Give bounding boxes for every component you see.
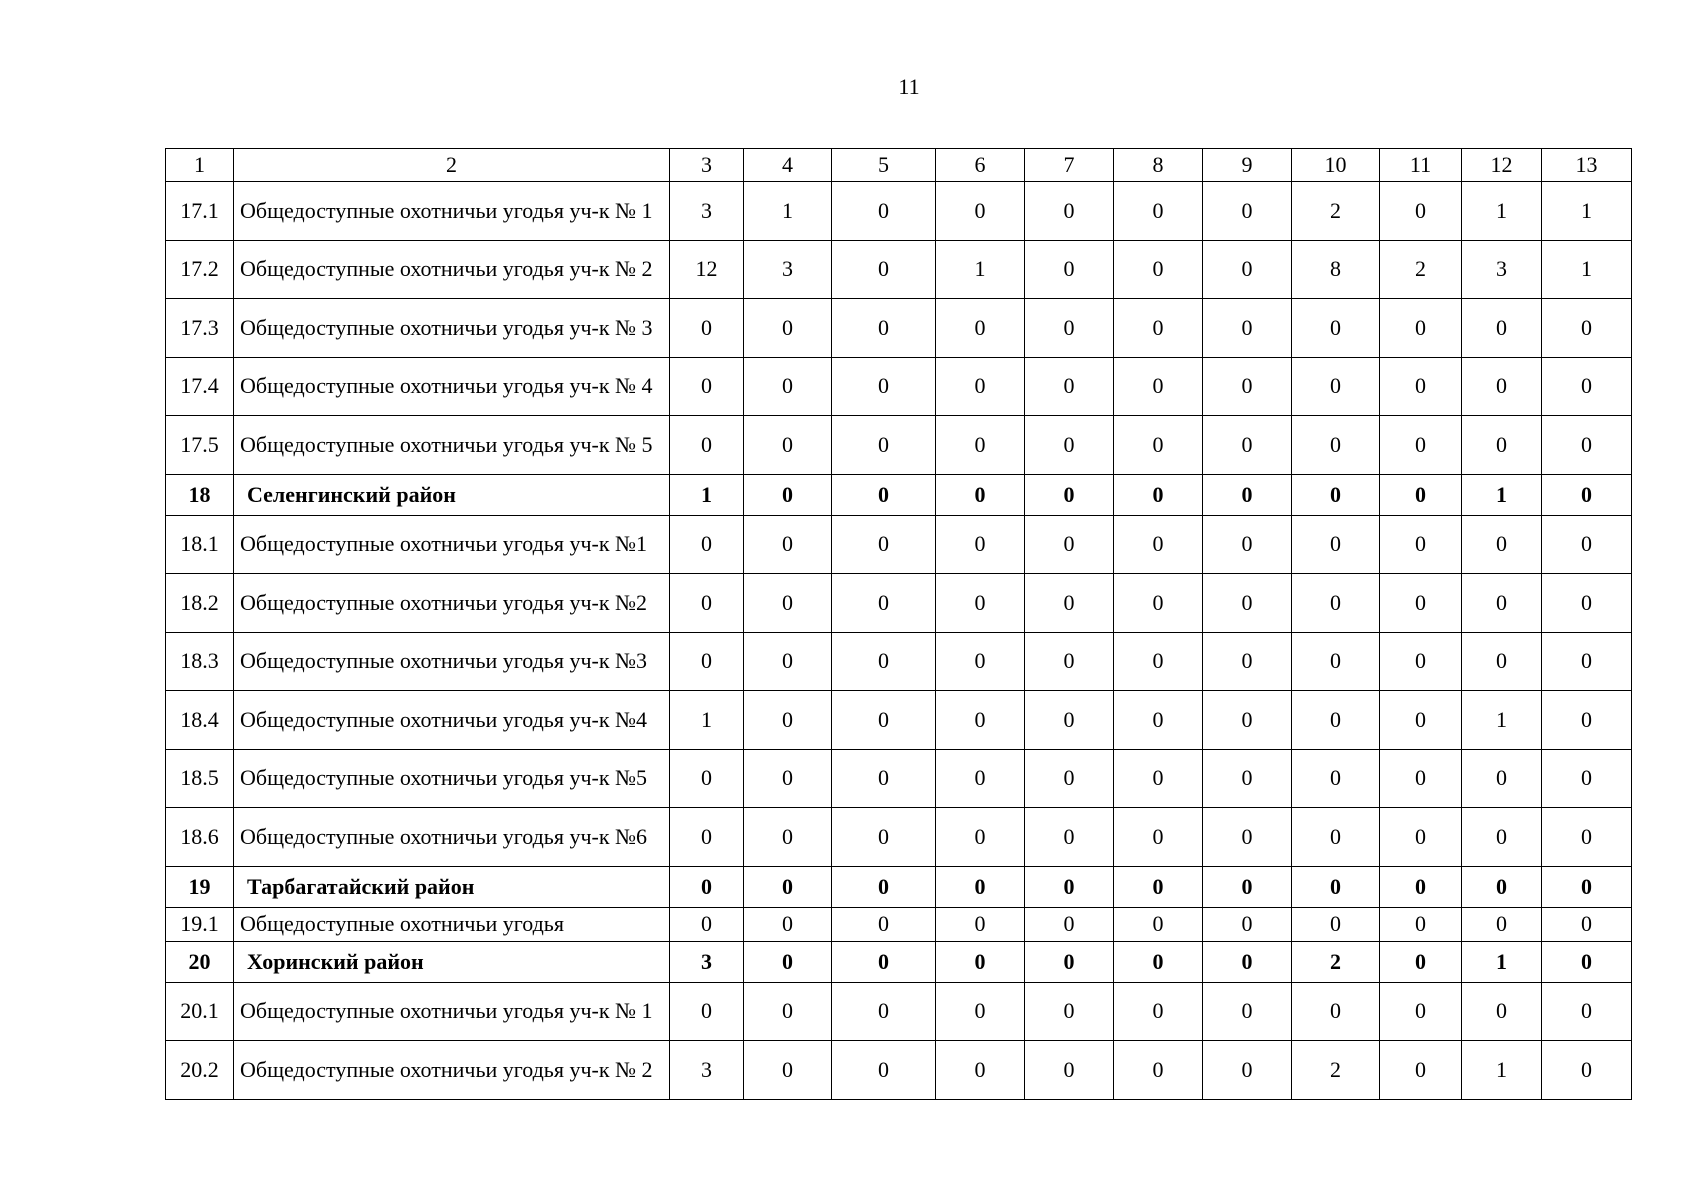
row-name-cell: Общедоступные охотничьи угодья уч-к №1 xyxy=(234,515,670,574)
value-cell-col-8: 0 xyxy=(1114,474,1203,515)
value-cell-col-8: 0 xyxy=(1114,574,1203,633)
row-number-cell: 20.2 xyxy=(166,1041,234,1100)
header-cell: 5 xyxy=(832,149,936,182)
value-cell-col-7: 0 xyxy=(1025,474,1114,515)
value-cell-col-3: 0 xyxy=(670,416,744,475)
header-row xyxy=(166,149,1632,182)
value-cell-col-12: 0 xyxy=(1462,299,1542,358)
value-cell-col-5: 0 xyxy=(832,749,936,808)
value-cell-col-8: 0 xyxy=(1114,808,1203,867)
value-cell-col-7: 0 xyxy=(1025,182,1114,241)
row-number-cell: 17.4 xyxy=(166,357,234,416)
value-cell-col-4: 0 xyxy=(744,574,832,633)
value-cell-col-13: 1 xyxy=(1542,182,1632,241)
value-cell-col-12: 0 xyxy=(1462,866,1542,907)
value-cell-col-6: 0 xyxy=(936,474,1025,515)
value-cell-col-11: 0 xyxy=(1380,1041,1462,1100)
value-cell-col-9: 0 xyxy=(1203,749,1292,808)
value-cell-col-7: 0 xyxy=(1025,574,1114,633)
value-cell-col-3: 0 xyxy=(670,632,744,691)
value-cell-col-12: 1 xyxy=(1462,1041,1542,1100)
value-cell-col-3: 0 xyxy=(670,357,744,416)
header-cell: 1 xyxy=(166,149,234,182)
value-cell-col-7: 0 xyxy=(1025,749,1114,808)
value-cell-col-9: 0 xyxy=(1203,299,1292,358)
value-cell-col-5: 0 xyxy=(832,515,936,574)
value-cell-col-5: 0 xyxy=(832,866,936,907)
row-number-cell: 17.5 xyxy=(166,416,234,475)
value-cell-col-5: 0 xyxy=(832,982,936,1041)
value-cell-col-8: 0 xyxy=(1114,749,1203,808)
value-cell-col-3: 0 xyxy=(670,808,744,867)
value-cell-col-10: 0 xyxy=(1292,907,1380,941)
value-cell-col-13: 0 xyxy=(1542,632,1632,691)
header-cell: 8 xyxy=(1114,149,1203,182)
value-cell-col-12: 0 xyxy=(1462,749,1542,808)
value-cell-col-8: 0 xyxy=(1114,632,1203,691)
value-cell-col-9: 0 xyxy=(1203,907,1292,941)
value-cell-col-13: 0 xyxy=(1542,574,1632,633)
value-cell-col-13: 0 xyxy=(1542,982,1632,1041)
row-number-cell: 19 xyxy=(166,866,234,907)
value-cell-col-11: 0 xyxy=(1380,691,1462,750)
value-cell-col-3: 0 xyxy=(670,515,744,574)
value-cell-col-6: 0 xyxy=(936,749,1025,808)
value-cell-col-4: 0 xyxy=(744,632,832,691)
value-cell-col-13: 0 xyxy=(1542,474,1632,515)
value-cell-col-4: 0 xyxy=(744,299,832,358)
value-cell-col-3: 3 xyxy=(670,182,744,241)
value-cell-col-11: 0 xyxy=(1380,982,1462,1041)
value-cell-col-5: 0 xyxy=(832,474,936,515)
row-name-cell: Общедоступные охотничьи угодья уч-к № 1 xyxy=(234,982,670,1041)
table-row xyxy=(166,808,1632,867)
row-number-cell: 18.3 xyxy=(166,632,234,691)
value-cell-col-8: 0 xyxy=(1114,357,1203,416)
page-number: 11 xyxy=(898,74,920,99)
value-cell-col-11: 0 xyxy=(1380,299,1462,358)
value-cell-col-4: 0 xyxy=(744,474,832,515)
value-cell-col-5: 0 xyxy=(832,240,936,299)
value-cell-col-8: 0 xyxy=(1114,515,1203,574)
row-name-cell: Общедоступные охотничьи угодья xyxy=(234,907,670,941)
value-cell-col-6: 0 xyxy=(936,416,1025,475)
value-cell-col-9: 0 xyxy=(1203,574,1292,633)
row-name-cell: Общедоступные охотничьи угодья уч-к № 1 xyxy=(234,182,670,241)
value-cell-col-10: 0 xyxy=(1292,691,1380,750)
row-name-cell: Общедоступные охотничьи угодья уч-к № 4 xyxy=(234,357,670,416)
row-number-cell: 17.1 xyxy=(166,182,234,241)
row-name-cell: Селенгинский район xyxy=(234,474,670,515)
value-cell-col-12: 0 xyxy=(1462,632,1542,691)
value-cell-col-6: 0 xyxy=(936,182,1025,241)
value-cell-col-7: 0 xyxy=(1025,357,1114,416)
table-row xyxy=(166,632,1632,691)
value-cell-col-8: 0 xyxy=(1114,866,1203,907)
row-name-cell: Тарбагатайский район xyxy=(234,866,670,907)
value-cell-col-10: 2 xyxy=(1292,1041,1380,1100)
value-cell-col-13: 0 xyxy=(1542,907,1632,941)
value-cell-col-6: 0 xyxy=(936,907,1025,941)
value-cell-col-11: 0 xyxy=(1380,182,1462,241)
value-cell-col-12: 0 xyxy=(1462,357,1542,416)
value-cell-col-8: 0 xyxy=(1114,941,1203,982)
table-row xyxy=(166,982,1632,1041)
row-number-cell: 18.5 xyxy=(166,749,234,808)
value-cell-col-11: 0 xyxy=(1380,357,1462,416)
value-cell-col-9: 0 xyxy=(1203,1041,1292,1100)
value-cell-col-5: 0 xyxy=(832,574,936,633)
value-cell-col-9: 0 xyxy=(1203,808,1292,867)
value-cell-col-9: 0 xyxy=(1203,515,1292,574)
row-number-cell: 20 xyxy=(166,941,234,982)
value-cell-col-3: 1 xyxy=(670,691,744,750)
row-name-cell: Общедоступные охотничьи угодья уч-к №2 xyxy=(234,574,670,633)
value-cell-col-8: 0 xyxy=(1114,299,1203,358)
value-cell-col-6: 0 xyxy=(936,574,1025,633)
hunting-grounds-table xyxy=(165,148,1632,1100)
value-cell-col-3: 3 xyxy=(670,1041,744,1100)
value-cell-col-5: 0 xyxy=(832,907,936,941)
header-cell: 7 xyxy=(1025,149,1114,182)
value-cell-col-10: 0 xyxy=(1292,416,1380,475)
value-cell-col-12: 1 xyxy=(1462,182,1542,241)
value-cell-col-9: 0 xyxy=(1203,982,1292,1041)
value-cell-col-8: 0 xyxy=(1114,691,1203,750)
value-cell-col-10: 2 xyxy=(1292,182,1380,241)
table-row xyxy=(166,182,1632,241)
value-cell-col-9: 0 xyxy=(1203,941,1292,982)
value-cell-col-10: 2 xyxy=(1292,941,1380,982)
district-row xyxy=(166,866,1632,907)
table-row xyxy=(166,515,1632,574)
value-cell-col-6: 0 xyxy=(936,808,1025,867)
value-cell-col-10: 0 xyxy=(1292,982,1380,1041)
value-cell-col-6: 0 xyxy=(936,1041,1025,1100)
value-cell-col-11: 0 xyxy=(1380,808,1462,867)
value-cell-col-3: 12 xyxy=(670,240,744,299)
value-cell-col-10: 0 xyxy=(1292,515,1380,574)
value-cell-col-5: 0 xyxy=(832,182,936,241)
value-cell-col-10: 0 xyxy=(1292,574,1380,633)
value-cell-col-5: 0 xyxy=(832,808,936,867)
value-cell-col-11: 0 xyxy=(1380,416,1462,475)
value-cell-col-6: 0 xyxy=(936,866,1025,907)
row-name-cell: Общедоступные охотничьи угодья уч-к №5 xyxy=(234,749,670,808)
value-cell-col-4: 1 xyxy=(744,182,832,241)
value-cell-col-3: 0 xyxy=(670,982,744,1041)
value-cell-col-9: 0 xyxy=(1203,182,1292,241)
value-cell-col-11: 0 xyxy=(1380,749,1462,808)
value-cell-col-7: 0 xyxy=(1025,632,1114,691)
value-cell-col-13: 1 xyxy=(1542,240,1632,299)
table-row xyxy=(166,416,1632,475)
row-name-cell: Общедоступные охотничьи угодья уч-к №3 xyxy=(234,632,670,691)
row-number-cell: 18.4 xyxy=(166,691,234,750)
value-cell-col-7: 0 xyxy=(1025,866,1114,907)
value-cell-col-9: 0 xyxy=(1203,691,1292,750)
value-cell-col-3: 0 xyxy=(670,866,744,907)
value-cell-col-7: 0 xyxy=(1025,941,1114,982)
value-cell-col-13: 0 xyxy=(1542,808,1632,867)
value-cell-col-6: 0 xyxy=(936,982,1025,1041)
value-cell-col-7: 0 xyxy=(1025,299,1114,358)
value-cell-col-11: 0 xyxy=(1380,632,1462,691)
value-cell-col-4: 0 xyxy=(744,1041,832,1100)
value-cell-col-6: 1 xyxy=(936,240,1025,299)
header-cell: 6 xyxy=(936,149,1025,182)
value-cell-col-11: 0 xyxy=(1380,574,1462,633)
value-cell-col-12: 0 xyxy=(1462,808,1542,867)
row-number-cell: 18.1 xyxy=(166,515,234,574)
value-cell-col-10: 0 xyxy=(1292,808,1380,867)
header-cell: 12 xyxy=(1462,149,1542,182)
row-name-cell: Общедоступные охотничьи угодья уч-к №4 xyxy=(234,691,670,750)
value-cell-col-9: 0 xyxy=(1203,866,1292,907)
table-row xyxy=(166,299,1632,358)
value-cell-col-5: 0 xyxy=(832,941,936,982)
value-cell-col-9: 0 xyxy=(1203,416,1292,475)
value-cell-col-10: 0 xyxy=(1292,866,1380,907)
value-cell-col-10: 0 xyxy=(1292,749,1380,808)
value-cell-col-4: 0 xyxy=(744,416,832,475)
value-cell-col-10: 0 xyxy=(1292,357,1380,416)
table-row xyxy=(166,691,1632,750)
row-number-cell: 18 xyxy=(166,474,234,515)
value-cell-col-4: 0 xyxy=(744,866,832,907)
value-cell-col-4: 0 xyxy=(744,941,832,982)
value-cell-col-8: 0 xyxy=(1114,416,1203,475)
value-cell-col-7: 0 xyxy=(1025,982,1114,1041)
value-cell-col-12: 0 xyxy=(1462,416,1542,475)
value-cell-col-12: 0 xyxy=(1462,515,1542,574)
value-cell-col-3: 0 xyxy=(670,907,744,941)
value-cell-col-3: 1 xyxy=(670,474,744,515)
value-cell-col-12: 1 xyxy=(1462,691,1542,750)
value-cell-col-12: 0 xyxy=(1462,982,1542,1041)
value-cell-col-7: 0 xyxy=(1025,808,1114,867)
value-cell-col-8: 0 xyxy=(1114,982,1203,1041)
row-number-cell: 19.1 xyxy=(166,907,234,941)
value-cell-col-8: 0 xyxy=(1114,240,1203,299)
value-cell-col-3: 0 xyxy=(670,574,744,633)
header-cell: 9 xyxy=(1203,149,1292,182)
value-cell-col-13: 0 xyxy=(1542,299,1632,358)
row-number-cell: 18.6 xyxy=(166,808,234,867)
value-cell-col-13: 0 xyxy=(1542,515,1632,574)
row-name-cell: Общедоступные охотничьи угодья уч-к № 5 xyxy=(234,416,670,475)
value-cell-col-12: 3 xyxy=(1462,240,1542,299)
value-cell-col-11: 0 xyxy=(1380,907,1462,941)
value-cell-col-7: 0 xyxy=(1025,416,1114,475)
value-cell-col-10: 0 xyxy=(1292,632,1380,691)
value-cell-col-5: 0 xyxy=(832,357,936,416)
value-cell-col-11: 0 xyxy=(1380,474,1462,515)
value-cell-col-12: 1 xyxy=(1462,941,1542,982)
value-cell-col-4: 0 xyxy=(744,357,832,416)
value-cell-col-13: 0 xyxy=(1542,749,1632,808)
header-cell: 13 xyxy=(1542,149,1632,182)
value-cell-col-8: 0 xyxy=(1114,1041,1203,1100)
value-cell-col-9: 0 xyxy=(1203,240,1292,299)
value-cell-col-13: 0 xyxy=(1542,866,1632,907)
value-cell-col-6: 0 xyxy=(936,691,1025,750)
value-cell-col-12: 1 xyxy=(1462,474,1542,515)
row-name-cell: Общедоступные охотничьи угодья уч-к № 2 xyxy=(234,240,670,299)
value-cell-col-7: 0 xyxy=(1025,907,1114,941)
value-cell-col-12: 0 xyxy=(1462,574,1542,633)
value-cell-col-4: 0 xyxy=(744,808,832,867)
value-cell-col-13: 0 xyxy=(1542,357,1632,416)
row-number-cell: 18.2 xyxy=(166,574,234,633)
header-cell: 4 xyxy=(744,149,832,182)
value-cell-col-6: 0 xyxy=(936,299,1025,358)
table-row xyxy=(166,357,1632,416)
value-cell-col-13: 0 xyxy=(1542,691,1632,750)
district-row xyxy=(166,474,1632,515)
value-cell-col-5: 0 xyxy=(832,632,936,691)
value-cell-col-3: 0 xyxy=(670,299,744,358)
value-cell-col-8: 0 xyxy=(1114,182,1203,241)
header-cell: 11 xyxy=(1380,149,1462,182)
value-cell-col-11: 0 xyxy=(1380,866,1462,907)
value-cell-col-9: 0 xyxy=(1203,474,1292,515)
value-cell-col-11: 0 xyxy=(1380,515,1462,574)
value-cell-col-13: 0 xyxy=(1542,416,1632,475)
row-number-cell: 20.1 xyxy=(166,982,234,1041)
row-name-cell: Общедоступные охотничьи угодья уч-к № 2 xyxy=(234,1041,670,1100)
value-cell-col-12: 0 xyxy=(1462,907,1542,941)
value-cell-col-3: 0 xyxy=(670,749,744,808)
value-cell-col-5: 0 xyxy=(832,1041,936,1100)
value-cell-col-7: 0 xyxy=(1025,691,1114,750)
value-cell-col-13: 0 xyxy=(1542,941,1632,982)
table-row xyxy=(166,1041,1632,1100)
value-cell-col-11: 0 xyxy=(1380,941,1462,982)
row-name-cell: Общедоступные охотничьи угодья уч-к № 3 xyxy=(234,299,670,358)
value-cell-col-5: 0 xyxy=(832,299,936,358)
value-cell-col-6: 0 xyxy=(936,632,1025,691)
value-cell-col-11: 2 xyxy=(1380,240,1462,299)
value-cell-col-8: 0 xyxy=(1114,907,1203,941)
value-cell-col-9: 0 xyxy=(1203,357,1292,416)
value-cell-col-10: 8 xyxy=(1292,240,1380,299)
table-row xyxy=(166,907,1632,941)
value-cell-col-5: 0 xyxy=(832,416,936,475)
value-cell-col-5: 0 xyxy=(832,691,936,750)
value-cell-col-4: 3 xyxy=(744,240,832,299)
value-cell-col-4: 0 xyxy=(744,749,832,808)
value-cell-col-7: 0 xyxy=(1025,1041,1114,1100)
value-cell-col-4: 0 xyxy=(744,515,832,574)
value-cell-col-4: 0 xyxy=(744,982,832,1041)
table-row xyxy=(166,240,1632,299)
row-name-cell: Хоринский район xyxy=(234,941,670,982)
value-cell-col-6: 0 xyxy=(936,515,1025,574)
table-row xyxy=(166,749,1632,808)
value-cell-col-6: 0 xyxy=(936,357,1025,416)
value-cell-col-4: 0 xyxy=(744,691,832,750)
row-name-cell: Общедоступные охотничьи угодья уч-к №6 xyxy=(234,808,670,867)
value-cell-col-3: 3 xyxy=(670,941,744,982)
header-cell: 10 xyxy=(1292,149,1380,182)
value-cell-col-7: 0 xyxy=(1025,240,1114,299)
table-row xyxy=(166,574,1632,633)
value-cell-col-6: 0 xyxy=(936,941,1025,982)
value-cell-col-13: 0 xyxy=(1542,1041,1632,1100)
district-row xyxy=(166,941,1632,982)
value-cell-col-7: 0 xyxy=(1025,515,1114,574)
row-number-cell: 17.3 xyxy=(166,299,234,358)
value-cell-col-9: 0 xyxy=(1203,632,1292,691)
header-cell: 3 xyxy=(670,149,744,182)
value-cell-col-4: 0 xyxy=(744,907,832,941)
header-cell: 2 xyxy=(234,149,670,182)
value-cell-col-10: 0 xyxy=(1292,299,1380,358)
row-number-cell: 17.2 xyxy=(166,240,234,299)
value-cell-col-10: 0 xyxy=(1292,474,1380,515)
